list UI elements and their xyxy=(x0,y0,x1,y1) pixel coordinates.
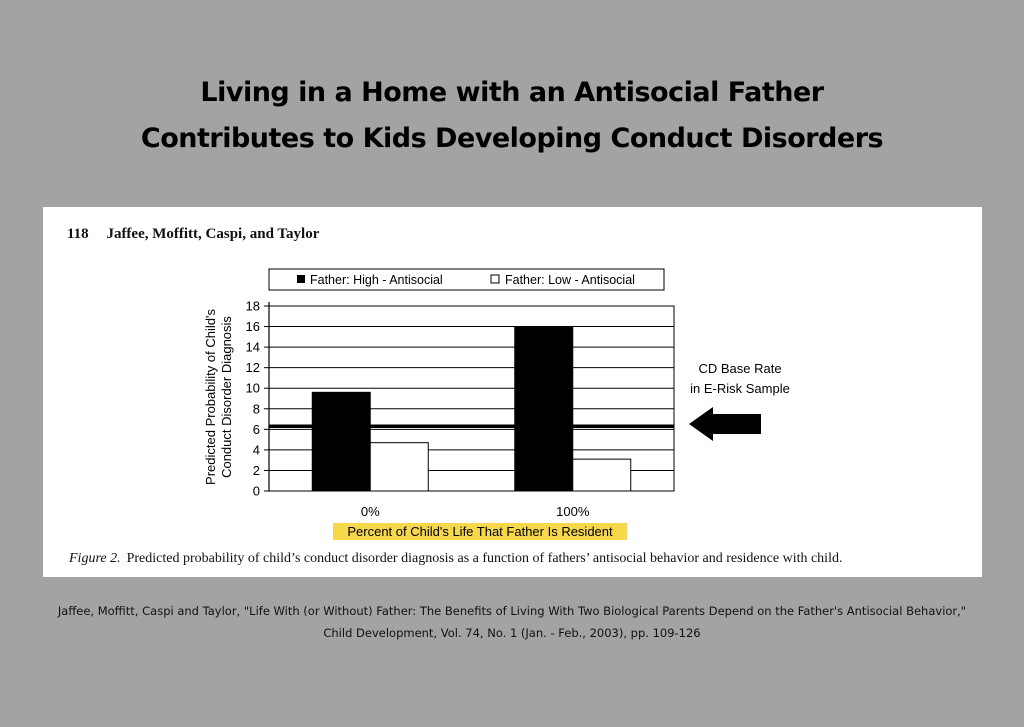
bar-high-1 xyxy=(312,392,370,491)
bar-chart xyxy=(43,207,982,577)
bar-low-1 xyxy=(370,443,428,491)
legend-label-high: Father: High - Antisocial xyxy=(310,273,443,287)
legend-swatch-low xyxy=(491,275,499,283)
bar-low-2 xyxy=(573,459,631,491)
y-axis-title-line-2: Conduct Disorder Diagnosis xyxy=(219,316,234,478)
page-authors: Jaffee, Moffitt, Caspi, and Taylor xyxy=(106,226,320,242)
citation-line-1: Jaffee, Moffitt, Caspi and Taylor, "Life With (or Without) Father: The Benefits of Living With Two Biological Parents Depend on the Father's Antisocial Behavior," xyxy=(57,604,967,618)
y-tick-label: 10 xyxy=(245,380,260,396)
x-tick-label: 100% xyxy=(556,504,590,519)
x-tick-label: 0% xyxy=(360,504,380,519)
page-number: 118 xyxy=(67,226,89,242)
bar-high-2 xyxy=(515,327,573,491)
y-tick-label: 6 xyxy=(252,421,260,437)
y-tick-label: 12 xyxy=(245,360,260,376)
slide-title-line-1: Living in a Home with an Antisocial Father xyxy=(200,77,824,108)
figure-caption-text: Predicted probability of child’s conduct disorder diagnosis as a function of fathers’ antisocial behavior and residence with child. xyxy=(126,551,843,566)
y-tick-label: 14 xyxy=(245,339,260,355)
citation xyxy=(0,600,1024,644)
y-tick-label: 18 xyxy=(245,298,260,314)
annotation-line-1: CD Base Rate xyxy=(698,361,782,376)
x-axis-title: Percent of Child's Life That Father Is Resident xyxy=(347,524,613,539)
legend-label-low: Father: Low - Antisocial xyxy=(505,273,635,287)
slide-title xyxy=(0,70,1024,162)
figure-panel xyxy=(43,207,982,577)
y-tick-label: 2 xyxy=(252,462,260,478)
figure-label: Figure 2. xyxy=(69,551,121,566)
annotation-line-2: in E-Risk Sample xyxy=(690,381,790,396)
legend-swatch-high xyxy=(297,275,305,283)
y-tick-label: 0 xyxy=(252,483,260,499)
left-arrow-icon xyxy=(689,407,761,441)
citation-line-2: Child Development, Vol. 74, No. 1 (Jan. - Feb., 2003), pp. 109-126 xyxy=(323,626,701,640)
slide-title-line-2: Contributes to Kids Developing Conduct Disorders xyxy=(140,123,884,154)
y-tick-label: 8 xyxy=(252,401,260,417)
y-tick-label: 16 xyxy=(245,319,260,335)
figure-caption xyxy=(69,551,969,567)
y-axis-title-line-1: Predicted Probability of Child's xyxy=(203,309,218,485)
y-tick-label: 4 xyxy=(252,442,260,458)
